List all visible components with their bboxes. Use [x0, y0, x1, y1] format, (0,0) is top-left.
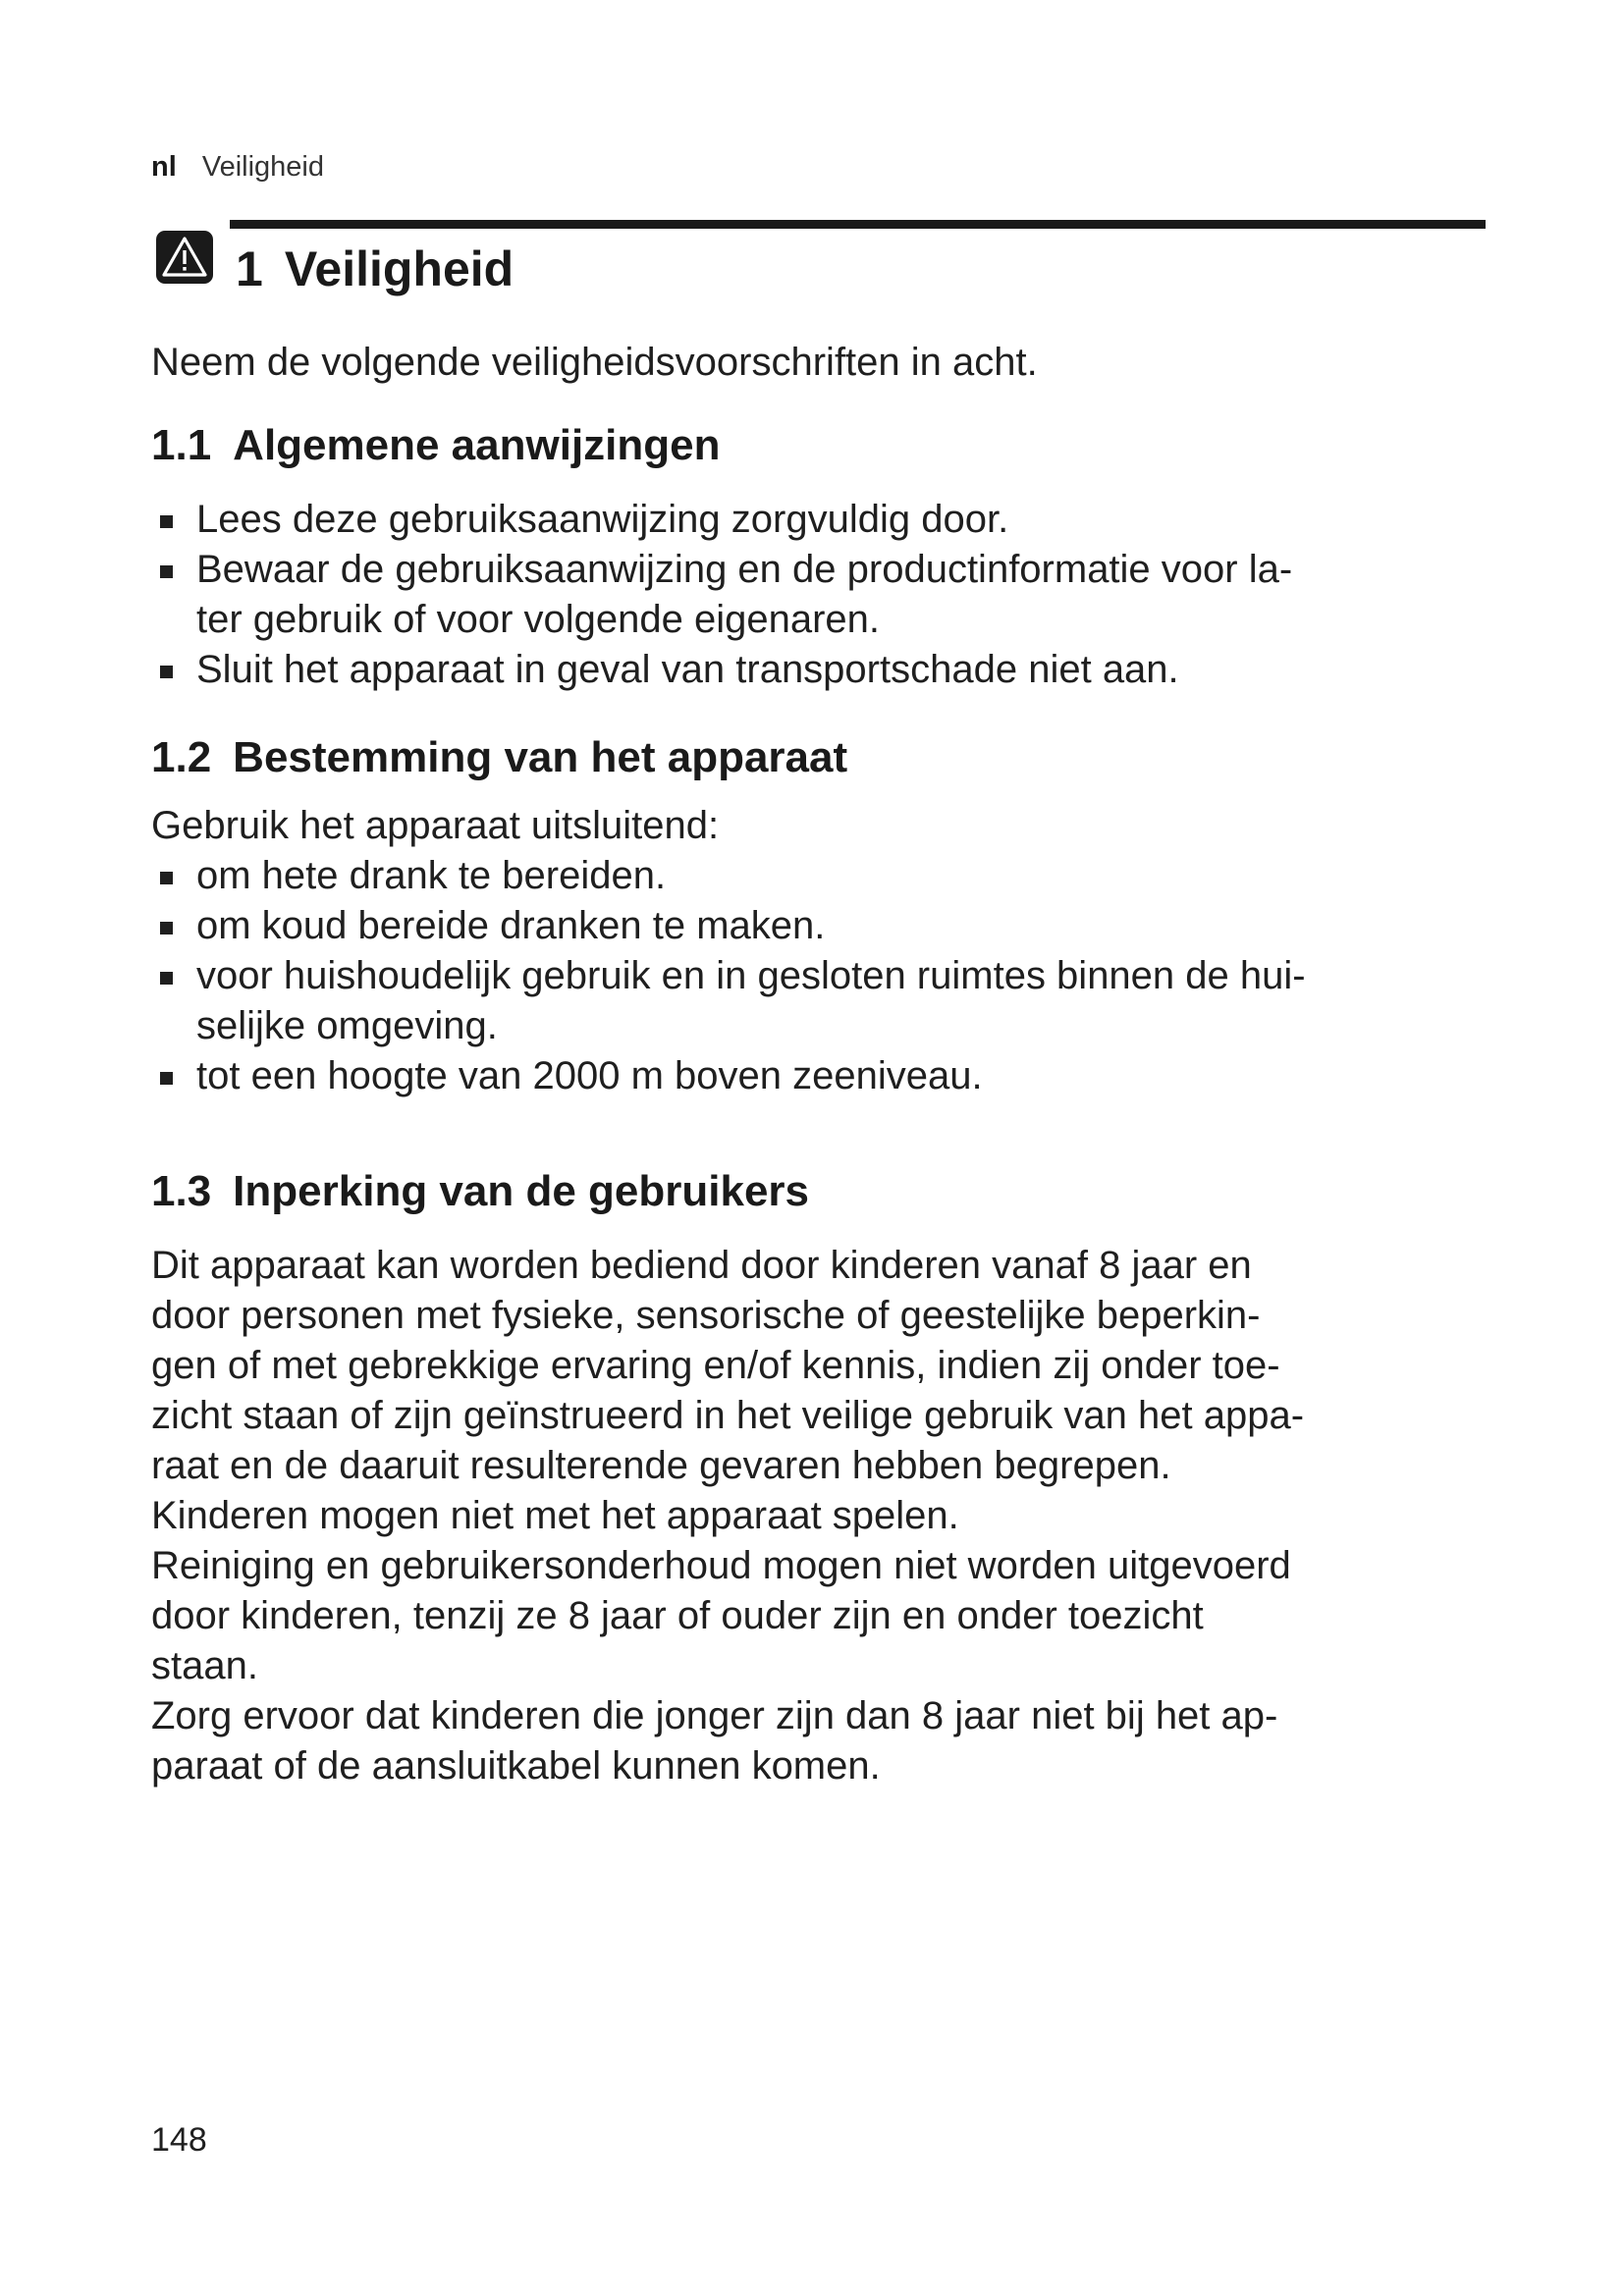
chapter-title [236, 240, 514, 298]
warning-triangle-icon [155, 230, 214, 285]
section-title: Algemene aanwijzingen [233, 421, 721, 469]
section-title: Bestemming van het apparaat [233, 733, 848, 781]
running-section-title: Veiligheid [201, 151, 324, 183]
bullet-square-icon [160, 872, 173, 884]
section-heading-1-2 [151, 730, 847, 785]
language-code: nl [151, 151, 177, 183]
section-body-users: Dit apparaat kan worden bediend door kinderen vanaf 8 jaar en door personen met fysieke, sensorische of geestelijke beperkin- gen of met gebrekkige ervaring en/of kennis, indien zij onder toe- zicht staan of zijn geïnstrueerd in het veilige gebruik van het appa- raat en de daaruit resulterende gevaren hebben begrepen. Kinderen mogen niet met het apparaat spelen. Reiniging en gebruikersonderhoud mogen niet worden uitgevoerd door kinderen, tenzij ze 8 jaar of ouder zijn en onder toezicht staan. Zorg ervoor dat kinderen die jonger zijn dan 8 jaar niet bij het ap- paraat of de aansluitkabel kunnen komen. [151, 1244, 1305, 1788]
bullet-square-icon [160, 1072, 173, 1085]
list-item: tot een hoogte van 2000 m boven zeeniveau. [151, 1051, 1487, 1101]
section-number: 1.2 [151, 733, 212, 781]
bullet-list-intended-use [151, 851, 1487, 1101]
list-item: Bewaar de gebruiksaanwijzing en de productinformatie voor la- ter gebruik of voor volgende eigenaren. [151, 545, 1487, 645]
bullet-square-icon [160, 515, 173, 528]
chapter-title-text: Veiligheid [284, 241, 514, 296]
chapter-intro: Neem de volgende veiligheidsvoorschriften in acht. [151, 341, 1038, 384]
list-item: Lees deze gebruiksaanwijzing zorgvuldig door. [151, 495, 1487, 545]
list-item: om koud bereide dranken te maken. [151, 901, 1487, 951]
list-item: om hete drank te bereiden. [151, 851, 1487, 901]
running-header [151, 149, 324, 185]
chapter-rule [230, 220, 1486, 229]
bullet-square-icon [160, 565, 173, 578]
list-item: Sluit het apparaat in geval van transportschade niet aan. [151, 645, 1487, 695]
section-number: 1.1 [151, 421, 212, 469]
section-number: 1.3 [151, 1167, 212, 1215]
list-item: voor huishoudelijk gebruik en in gesloten ruimtes binnen de hui- selijke omgeving. [151, 951, 1487, 1051]
page-number: 148 [151, 2121, 207, 2159]
chapter-number: 1 [236, 241, 263, 296]
section-title: Inperking van de gebruikers [233, 1167, 810, 1215]
bullet-square-icon [160, 972, 173, 985]
section-heading-1-1 [151, 418, 721, 473]
bullet-list-general [151, 495, 1487, 695]
section-heading-1-3 [151, 1164, 809, 1219]
section-intro: Gebruik het apparaat uitsluitend: [151, 804, 720, 847]
bullet-square-icon [160, 922, 173, 934]
bullet-square-icon [160, 666, 173, 678]
